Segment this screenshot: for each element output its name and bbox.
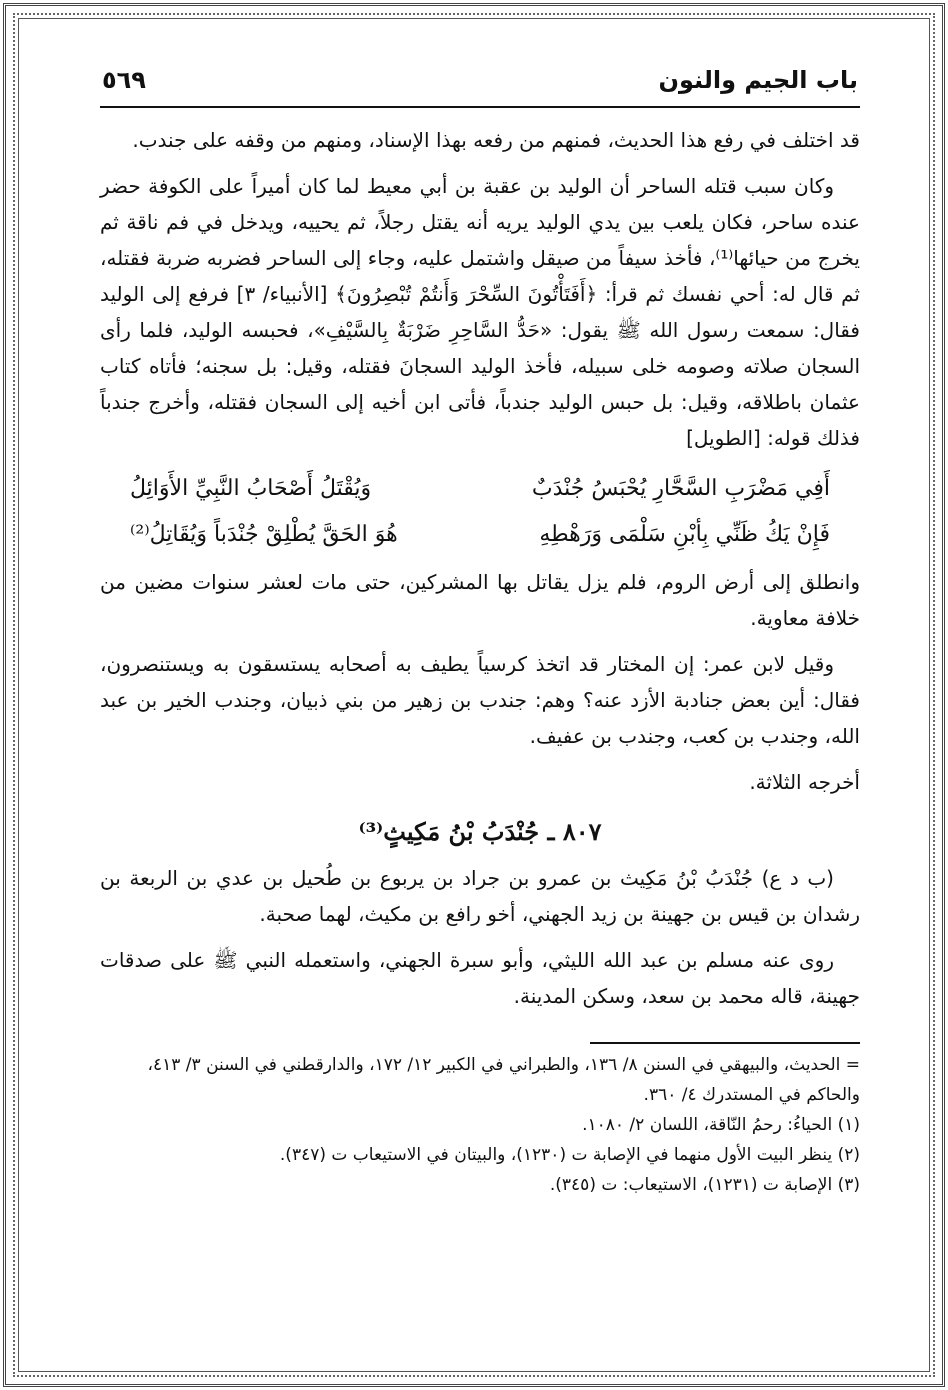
verse-second-hemistich: هُوَ الحَقَّ يُطْلِقْ جُنْدَباً وَيُقَاتِلُ⁽²⁾ bbox=[130, 522, 398, 547]
paragraph: وانطلق إلى أرض الروم، فلم يزل يقاتل بها المشركين، حتى مات لعشر سنوات مضين من خلافة معاوية. bbox=[100, 570, 860, 630]
page-number: ٥٦٩ bbox=[102, 66, 146, 94]
running-header bbox=[100, 66, 860, 108]
footnote: (٣) الإصابة ت (١٢٣١)، الاستيعاب: ت (٣٤٥). bbox=[549, 1175, 860, 1195]
verse-first-hemistich: أَفِي مَضْرَبِ السَّحَّارِ يُحْبَسُ جُنْدَبٌ bbox=[531, 476, 830, 501]
verse-second-hemistich: وَيُقْتَلُ أَصْحَابُ النَّبِيِّ الأَوَائِلُ bbox=[130, 476, 372, 501]
paragraph: وكان سبب قتله الساحر أن الوليد بن عقبة بن أبي معيط لما كان أميراً على الكوفة حضر عنده ساحر، فكان يلعب بين يدي الوليد يريه أنه يقتل رجلاً، ثم يحييه، ويدخل في فم ناقة ثم يخرج من حيائها⁽¹⁾، فأخذ سيفاً من صيقل واشتمل عليه، وجاء إلى الساحر فضربه ضربة فقتله، ثم قال له: أحي نفسك ثم قرأ: ﴿أَفَتَأْتُونَ السِّحْرَ وَأَنتُمْ تُبْصِرُونَ﴾ [الأنبياء/ ٣] فرفع إلى الوليد فقال: سمعت رسول الله ﷺ يقول: «حَدُّ السَّاحِرِ ضَرْبَةٌ بِالسَّيْفِ»، فحبسه الوليد، فلما رأى السجان صلاته وصومه خلى سبيله، فأخذ الوليد السجانَ فقتله، وقيل: بل سجنه؛ فأتاه كتاب عثمان باطلاقه، وقيل: بل حبس الوليد جندباً، فأتى ابن أخيه إلى السجان فقتله، وأخرج جندباً فذلك قوله: [الطويل] bbox=[100, 174, 860, 450]
paragraph: وقيل لابن عمر: إن المختار قد اتخذ كرسياً يطيف به أصحابه يستسقون به ويستنصرون، فقال: أين بعض جنادبة الأزد عنه؟ وهم: جندب بن زهير من بني ذبيان، وجندب الخير بن عبد الله، وجندب بن كعب، وجندب بن عفيف. bbox=[100, 652, 860, 748]
footnote-divider bbox=[590, 1042, 860, 1044]
verse-first-hemistich: فَإِنْ يَكُ ظَنِّي بِأبْنِ سَلْمَى وَرَهْطِهِ bbox=[539, 522, 830, 547]
paragraph: قد اختلف في رفع هذا الحديث، فمنهم من رفعه بهذا الإسناد، ومنهم من وقفه على جندب. bbox=[132, 128, 860, 152]
chapter-title: باب الجيم والنون bbox=[658, 66, 858, 94]
footnote: = الحديث، والبيهقي في السنن ٨/ ١٣٦، والطبراني في الكبير ١٢/ ١٧٢، والدارقطني في السنن ٣/ ٤١٣، والحاكم في المستدرك ٤/ ٣٦٠. bbox=[147, 1055, 860, 1105]
footnotes bbox=[100, 1050, 860, 1200]
paragraph: روى عنه مسلم بن عبد الله الليثي، وأبو سبرة الجهني، واستعمله النبي ﷺ على صدقات جهينة، قاله محمد بن سعد، وسكن المدينة. bbox=[100, 948, 860, 1008]
paragraph: أخرجه الثلاثة. bbox=[749, 770, 860, 794]
book-page bbox=[100, 66, 860, 1316]
poem-verse bbox=[130, 466, 830, 512]
footnote: (٢) ينظر البيت الأول منهما في الإصابة ت (١٢٣٠)، والبيتان في الاستيعاب ت (٣٤٧). bbox=[279, 1145, 860, 1165]
entry-heading: ٨٠٧ ـ جُنْدَبُ بْنُ مَكِيثٍ⁽³⁾ bbox=[358, 817, 602, 846]
poem bbox=[130, 466, 830, 558]
paragraph: (ب د ع) جُنْدَبُ بْنُ مَكِيث بن عمرو بن جراد بن يربوع بن طُحيل بن عدي بن الربعة بن رشدان بن قيس بن جهينة بن زيد الجهني، أخو رافع بن مكيث، لهما صحبة. bbox=[100, 866, 860, 926]
poem-verse bbox=[130, 512, 830, 558]
footnote: (١) الحياءُ: رحمُ النّاقة، اللسان ٢/ ١٠٨٠. bbox=[582, 1115, 860, 1135]
main-text bbox=[100, 122, 860, 1014]
